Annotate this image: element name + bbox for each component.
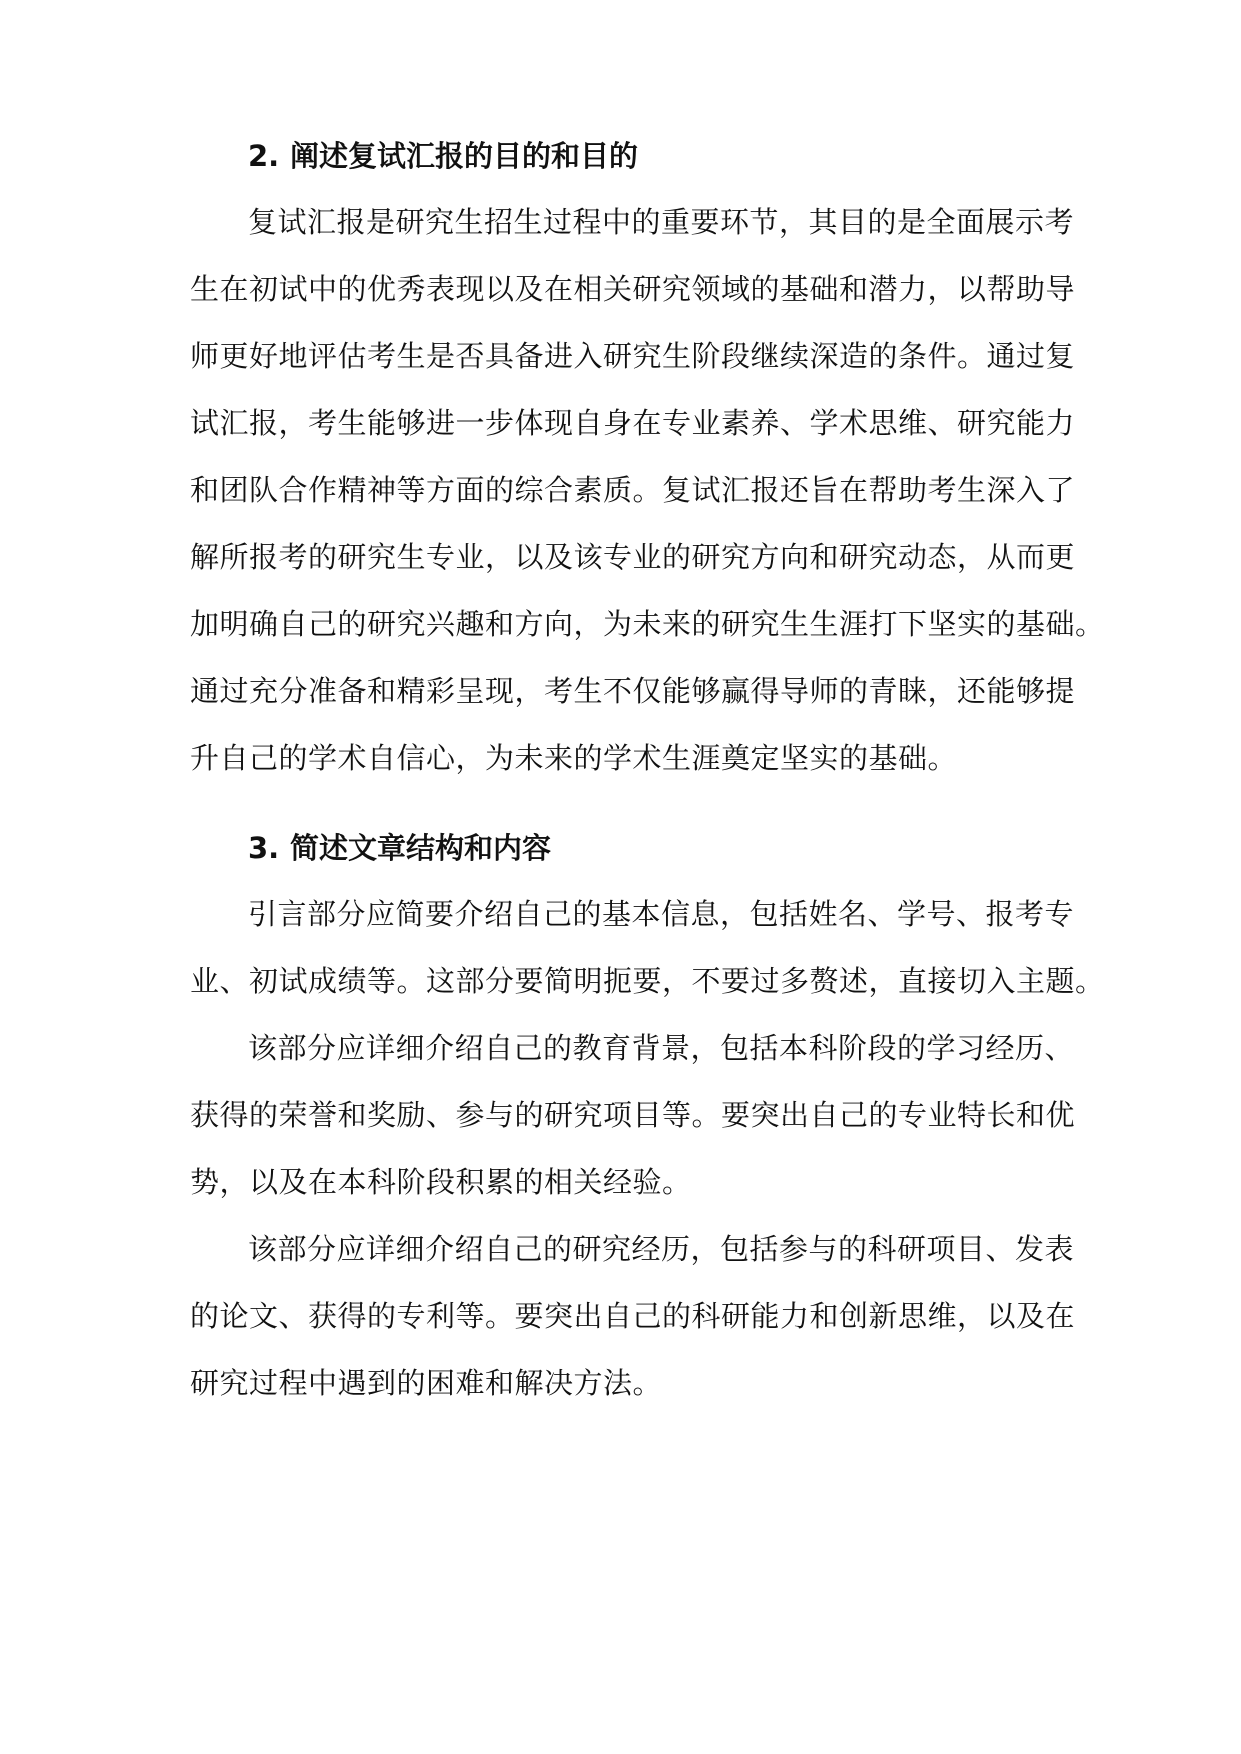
paragraph-line: 势，以及在本科阶段积累的相关经验。 xyxy=(190,1165,692,1199)
paragraph-line: 该部分应详细介绍自己的教育背景，包括本科阶段的学习经历、 xyxy=(248,1031,1075,1065)
paragraph-line: 解所报考的研究生专业，以及该专业的研究方向和研究动态，从而更 xyxy=(190,540,1076,574)
paragraph-line: 通过充分准备和精彩呈现，考生不仅能够赢得导师的青睐，还能够提 xyxy=(190,674,1076,708)
paragraph-line: 的论文、获得的专利等。要突出自己的科研能力和创新思维，以及在 xyxy=(190,1299,1076,1333)
paragraph-line: 生在初试中的优秀表现以及在相关研究领域的基础和潜力，以帮助导 xyxy=(190,272,1076,306)
paragraph-line: 研究过程中遇到的困难和解决方法。 xyxy=(190,1366,663,1400)
section-3-title: 简述文章结构和内容 xyxy=(290,831,552,865)
paragraph-line: 引言部分应简要介绍自己的基本信息，包括姓名、学号、报考专 xyxy=(248,897,1075,931)
paragraph-line: 升自己的学术自信心，为未来的学术生涯奠定坚实的基础。 xyxy=(190,741,958,775)
section-2-number: 2. xyxy=(248,139,280,173)
paragraph-line: 师更好地评估考生是否具备进入研究生阶段继续深造的条件。通过复 xyxy=(190,339,1076,373)
section-3-number: 3. xyxy=(248,831,280,865)
paragraph-line: 获得的荣誉和奖励、参与的研究项目等。要突出自己的专业特长和优 xyxy=(190,1098,1076,1132)
section-3-heading xyxy=(248,828,551,868)
paragraph-line: 加明确自己的研究兴趣和方向，为未来的研究生生涯打下坚实的基础。 xyxy=(190,607,1105,641)
paragraph-line: 该部分应详细介绍自己的研究经历，包括参与的科研项目、发表 xyxy=(248,1232,1075,1266)
paragraph-line: 业、初试成绩等。这部分要简明扼要，不要过多赘述，直接切入主题。 xyxy=(190,964,1105,998)
paragraph-line: 和团队合作精神等方面的综合素质。复试汇报还旨在帮助考生深入了 xyxy=(190,473,1076,507)
section-2-title: 阐述复试汇报的目的和目的 xyxy=(290,139,639,173)
section-2-heading xyxy=(248,136,638,176)
paragraph-line: 复试汇报是研究生招生过程中的重要环节，其目的是全面展示考 xyxy=(248,205,1075,239)
paragraph-line: 试汇报，考生能够进一步体现自身在专业素养、学术思维、研究能力 xyxy=(190,406,1076,440)
